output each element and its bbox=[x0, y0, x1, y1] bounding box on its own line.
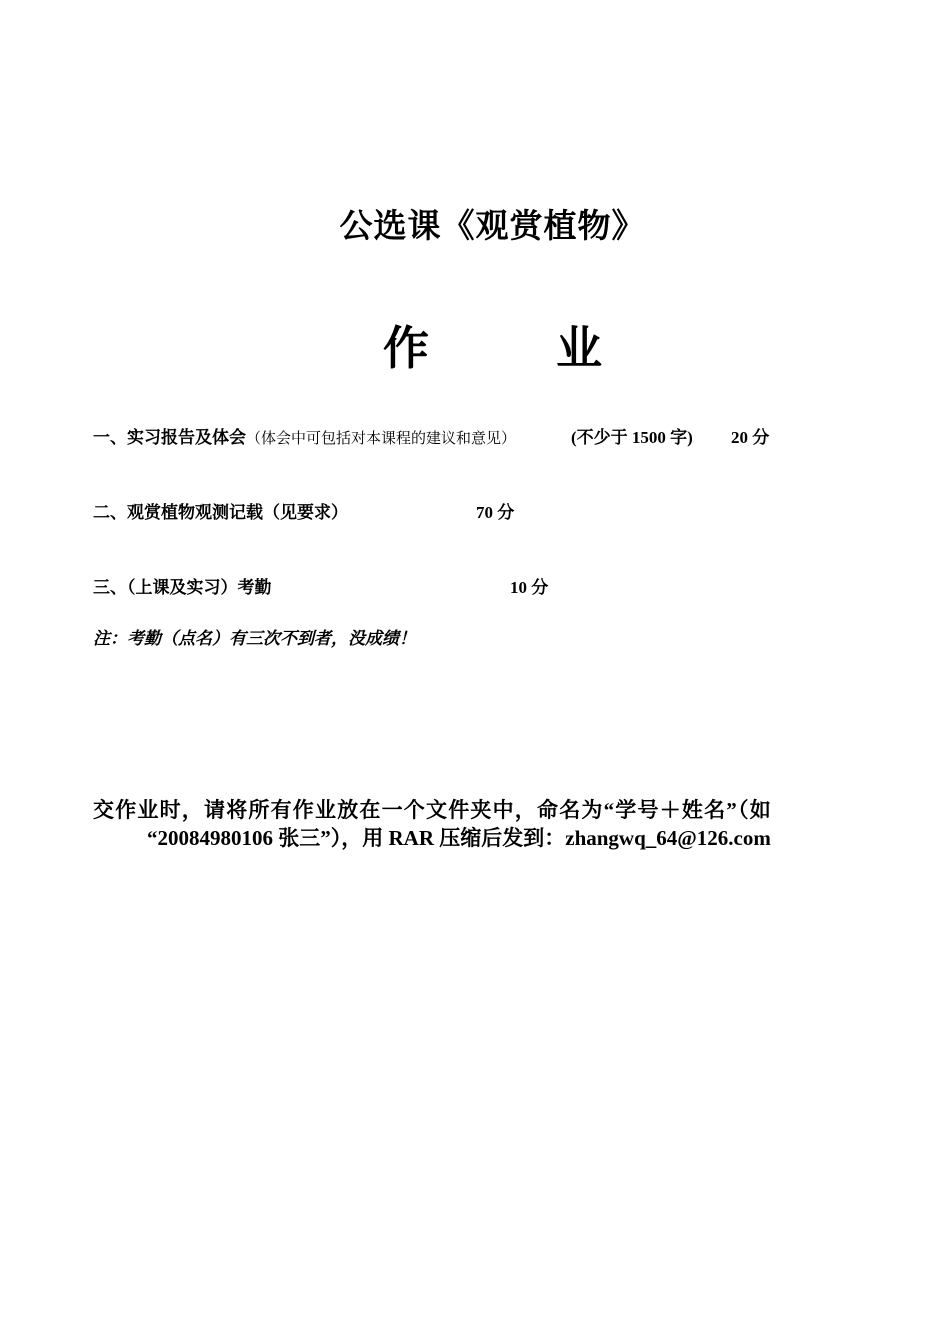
item-report-label: 一、实习报告及体会 bbox=[93, 428, 246, 447]
item-attendance-score: 10 分 bbox=[510, 578, 549, 597]
submission-instructions bbox=[93, 796, 873, 852]
attendance-remark: 注：考勤（点名）有三次不到者，没成绩！ bbox=[93, 629, 416, 648]
item-report-score: 20 分 bbox=[731, 428, 770, 447]
item-observation-label: 二、观赏植物观测记载（见要求） bbox=[93, 503, 348, 522]
item-attendance-label: 三、（上课及实习）考勤 bbox=[93, 578, 272, 597]
item-observation-score: 70 分 bbox=[476, 503, 515, 522]
submission-line-2: “20084980106 张三”），用 RAR 压缩后发到：zhangwq_64@126.com bbox=[147, 826, 771, 850]
item-report-word-count: (不少于 1500 字) bbox=[571, 428, 693, 447]
homework-title-char-1: 作 bbox=[383, 323, 429, 374]
course-title: 公选课《观赏植物》 bbox=[339, 209, 646, 245]
item-report bbox=[93, 423, 516, 448]
item-report-note: （体会中可包括对本课程的建议和意见） bbox=[246, 431, 517, 447]
submission-line-1: 交作业时，请将所有作业放在一个文件夹中，命名为“学号＋姓名”（如 bbox=[93, 798, 772, 822]
homework-title-char-2: 业 bbox=[556, 323, 602, 374]
